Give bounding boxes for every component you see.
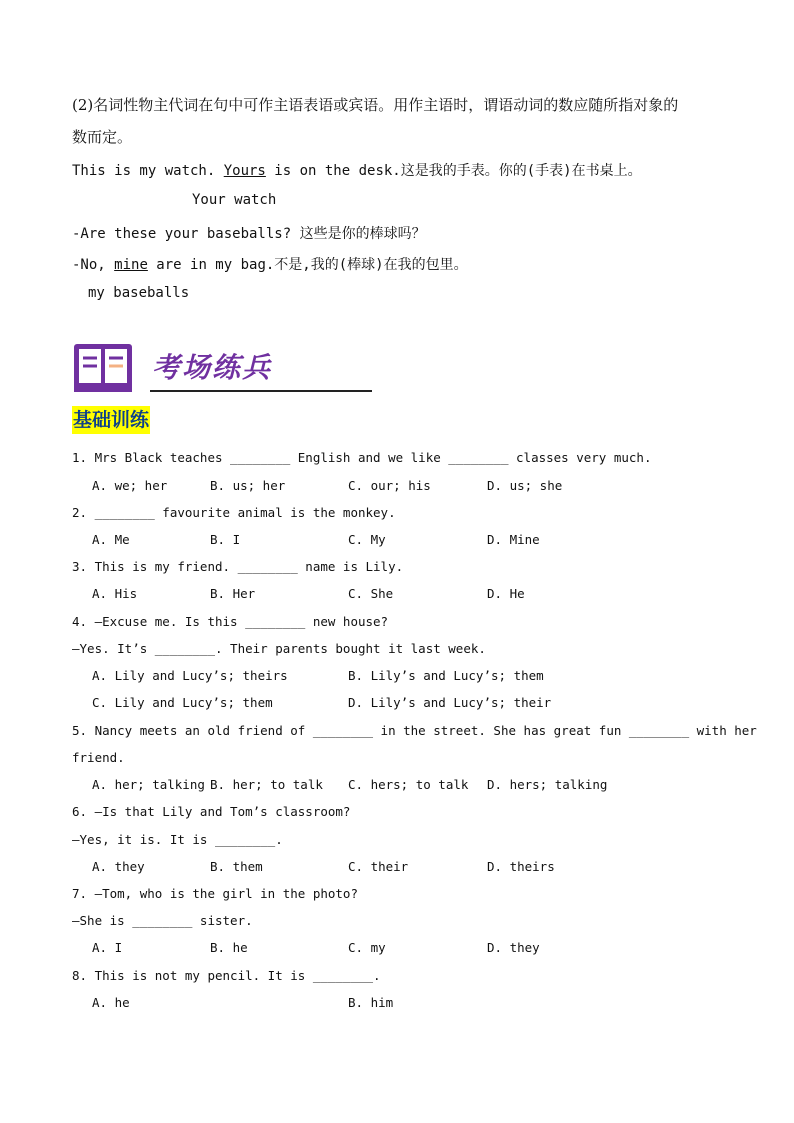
option-b: B. him <box>348 995 394 1010</box>
question-stem: 7. —Tom, who is the girl in the photo? <box>72 886 358 901</box>
example-2-keyword: mine <box>114 257 148 273</box>
option-d: D. us; she <box>487 478 563 493</box>
example-2-suffix: are in my bag.不是,我的(棒球)在我的包里。 <box>147 257 468 273</box>
option-c: C. hers; to talk <box>348 777 469 792</box>
section-title: 基础训练 <box>72 406 150 434</box>
example-1-keyword: Yours <box>223 163 266 179</box>
option-d: D. theirs <box>487 859 555 874</box>
question-stem-reply: —Yes, it is. It is ________. <box>72 832 283 847</box>
option-b: B. I <box>210 532 241 547</box>
rule-text-continued: 数而定。 <box>72 128 133 146</box>
example-1 <box>72 160 642 180</box>
example-2-answer <box>72 254 468 274</box>
question-stem: 6. —Is that Lily and Tom’s classroom? <box>72 804 351 819</box>
question-stem: 5. Nancy meets an old friend of ________ in the street. She has great fun ________ with her <box>72 723 757 738</box>
option-d: D. hers; talking <box>487 777 608 792</box>
example-2-prefix: -No, <box>72 257 115 273</box>
option-a: A. His <box>92 586 138 601</box>
option-b: B. Her <box>210 586 256 601</box>
banner-title: 考场练兵 <box>152 351 273 384</box>
banner-underline <box>150 390 372 392</box>
option-c: C. My <box>348 532 386 547</box>
option-a: A. Me <box>92 532 130 547</box>
question-stem: 4. —Excuse me. Is this ________ new house? <box>72 614 389 629</box>
option-d: D. they <box>487 940 540 955</box>
question-stem: 1. Mrs Black teaches ________ English and we like ________ classes very much. <box>72 450 652 465</box>
option-a: A. I <box>92 940 123 955</box>
example-2-question: -Are these your baseballs? 这些是你的棒球吗？ <box>72 226 426 242</box>
option-c: C. our; his <box>348 478 431 493</box>
option-d: D. He <box>487 586 525 601</box>
option-b: B. us; her <box>210 478 286 493</box>
option-b: B. them <box>210 859 263 874</box>
example-1-suffix: is on the desk.这是我的手表。你的(手表)在书桌上。 <box>265 163 642 179</box>
option-a: A. he <box>92 995 130 1010</box>
question-stem-reply: —Yes. It’s ________. Their parents bought it last week. <box>72 641 486 656</box>
open-book-icon <box>72 342 134 394</box>
option-a: A. they <box>92 859 145 874</box>
option-c: C. their <box>348 859 409 874</box>
option-a: A. Lily and Lucy’s; theirs <box>92 668 288 683</box>
option-b: B. her; to talk <box>210 777 323 792</box>
option-b: B. he <box>210 940 248 955</box>
question-stem: 2. ________ favourite animal is the monkey. <box>72 505 396 520</box>
example-1-annotation: Your watch <box>192 192 277 208</box>
example-2-annotation: my baseballs <box>88 285 190 301</box>
question-stem-reply: —She is ________ sister. <box>72 913 253 928</box>
option-b: B. Lily’s and Lucy’s; them <box>348 668 544 683</box>
question-stem: 3. This is my friend. ________ name is Lily. <box>72 559 404 574</box>
option-c: C. my <box>348 940 386 955</box>
question-stem: 8. This is not my pencil. It is ________. <box>72 968 381 983</box>
question-stem-continued: friend. <box>72 750 125 765</box>
option-d: D. Mine <box>487 532 540 547</box>
option-c: C. She <box>348 586 394 601</box>
option-a: A. her; talking <box>92 777 205 792</box>
example-1-prefix: This is my watch. <box>72 163 224 179</box>
option-d: D. Lily’s and Lucy’s; their <box>348 695 552 710</box>
practice-banner <box>72 340 302 396</box>
option-c: C. Lily and Lucy’s; them <box>92 695 273 710</box>
option-a: A. we; her <box>92 478 168 493</box>
rule-text: (2)名词性物主代词在句中可作主语表语或宾语。用作主语时，谓语动词的数应随所指对象的 <box>72 96 679 114</box>
